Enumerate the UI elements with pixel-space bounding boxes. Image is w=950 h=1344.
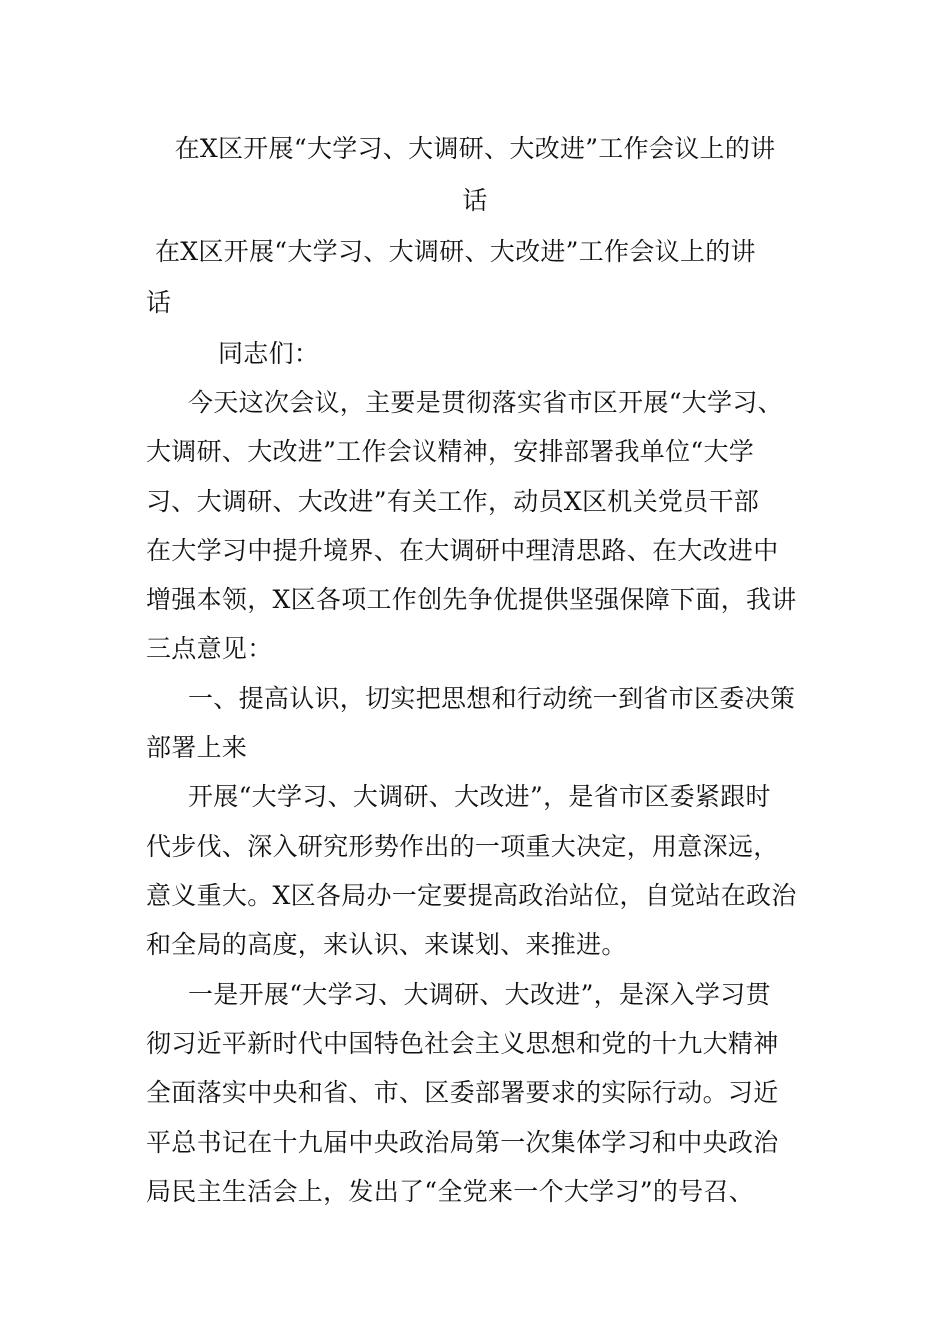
section-heading-1-line-1: 一、提高认识，切实把思想和行动统一到省市区委决策: [188, 684, 796, 713]
paragraph-3-line-2: 代步伐、深入研究形势作出的一项重大决定，用意深远，: [146, 832, 779, 861]
paragraph-1-line-4: 在大学习中提升境界、在大调研中理清思路、在大改进中: [146, 536, 779, 565]
paragraph-4-line-4: 平总书记在十九届中央政治局第一次集体学习和中央政治: [146, 1128, 779, 1157]
paragraph-1-line-5: 增强本领，X区各项工作创先争优提供坚强保障下面，我讲: [146, 585, 797, 614]
document-title-line-2: 话: [462, 186, 488, 215]
paragraph-3-line-4: 和全局的高度，来认识、来谋划、来推进。: [146, 930, 627, 959]
document-title-line-1: 在X区开展“大学习、大调研、大改进”工作会议上的讲: [174, 134, 776, 163]
paragraph-1-line-6: 三点意见：: [146, 634, 273, 663]
paragraph-4-line-2: 彻习近平新时代中国特色社会主义思想和党的十九大精神: [146, 1029, 779, 1058]
section-heading-1-line-2: 部署上来: [146, 733, 248, 762]
salutation: 同志们：: [218, 339, 320, 368]
paragraph-3-line-1: 开展“大学习、大调研、大改进”，是省市区委紧跟时: [188, 782, 771, 811]
paragraph-4-line-5: 局民主生活会上，发出了“全党来一个大学习”的号召、: [146, 1177, 755, 1206]
heading-repeat-line-1: 在X区开展“大学习、大调研、大改进”工作会议上的讲: [155, 237, 756, 266]
paragraph-4-line-3: 全面落实中央和省、市、区委部署要求的实际行动。习近: [146, 1078, 779, 1107]
paragraph-1-line-1: 今天这次会议，主要是贯彻落实省市区开展“大学习、: [188, 388, 783, 417]
paragraph-1-line-2: 大调研、大改进”工作会议精神，安排部署我单位“大学: [146, 437, 755, 466]
paragraph-1-line-3: 习、大调研、大改进”有关工作，动员X区机关党员干部: [146, 487, 760, 516]
paragraph-4-line-1: 一是开展“大学习、大调研、大改进”，是深入学习贯: [188, 980, 771, 1009]
paragraph-3-line-3: 意义重大。X区各局办一定要提高政治站位，自觉站在政治: [146, 881, 797, 910]
heading-repeat-line-2: 话: [146, 288, 172, 317]
